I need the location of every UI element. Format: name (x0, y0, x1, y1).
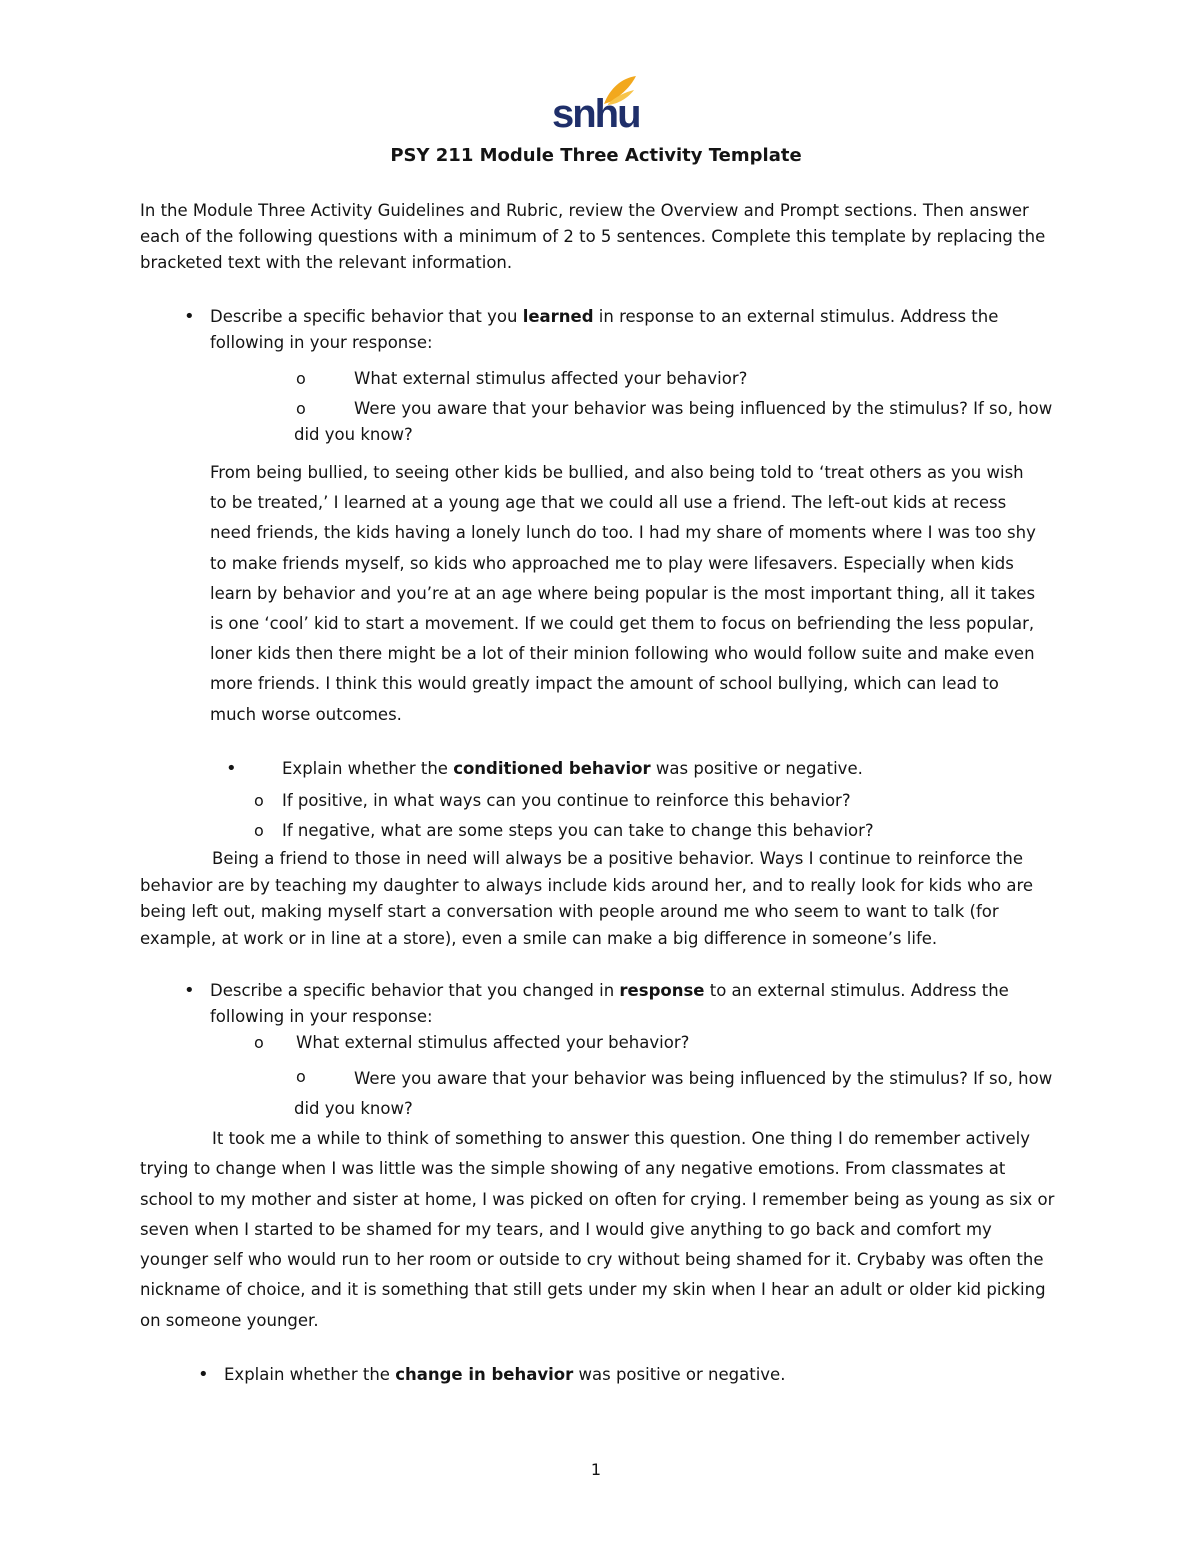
sub-bullet-icon: o (296, 1067, 306, 1086)
logo-text: snhu (552, 92, 640, 136)
sub-bullet-icon: o (296, 399, 306, 418)
question-1 (210, 304, 1040, 356)
question-3-text: Describe a specific behavior that you changed in (210, 981, 620, 1000)
question-4-text: Explain whether the (224, 1365, 396, 1384)
document-title: PSY 211 Module Three Activity Template (390, 145, 802, 166)
snhu-logo (552, 74, 642, 134)
answer-3: It took me a while to think of something to answer this question. One thing I do remember actively trying to change when I was little was the simple showing of any negative emotions. From classmates at school to my mother and sister at home, I was picked on often for crying. I remember being as young as six or seven when I started to be shamed for my tears, and I would give anything to go back and comfort my younger self who would run to her room or outside to cry without being shamed for it. Crybaby was often the nickname of choice, and it is something that still gets under my skin when I hear an adult or older kid picking on someone younger. (140, 1129, 1055, 1330)
answer-1: From being bullied, to seeing other kids be bullied, and also being told to ‘treat others as you wish to be treated,’ I learned at a young age that we could all use a friend. The left-out kids at recess need friends, the kids having a lonely lunch do too. I had my share of moments where I was too shy to make friends myself, so kids who approached me to play were lifesavers. Especially when kids learn by behavior and you’re at an age where being popular is the most important thing, all it takes is one ‘cool’ kid to start a movement. If we could get them to focus on befriending the less popular, loner kids then there might be a lot of their minion following who would follow suite and make even more friends. I think this would greatly impact the amount of school bullying, which can lead to much worse outcomes. (210, 463, 1036, 724)
question-4-text-end: was positive or negative. (573, 1365, 786, 1384)
question-2-text-end: was positive or negative. (650, 759, 863, 778)
question-3-emphasis: response (619, 981, 705, 1000)
question-4 (224, 1362, 1044, 1388)
question-3-text-end: to an external stimulus. Address the following in your response: (210, 981, 1009, 1026)
question-2-emphasis: conditioned behavior (453, 759, 651, 778)
question-3 (210, 978, 1050, 1030)
question-2-sub-2: If negative, what are some steps you can take to change this behavior? (282, 821, 874, 840)
sub-bullet-icon: o (296, 369, 306, 388)
question-1-sub-2: Were you aware that your behavior was being influenced by the stimulus? If so, how did you know? (294, 399, 1053, 444)
question-1-text-end: in response to an external stimulus. Address the following in your response: (210, 307, 999, 352)
question-2 (282, 756, 1042, 782)
question-3-sub-1: What external stimulus affected your behavior? (296, 1033, 690, 1052)
question-3-sub-2: Were you aware that your behavior was being influenced by the stimulus? If so, how did you know? (294, 1069, 1053, 1118)
question-2-sub-1: If positive, in what ways can you continue to reinforce this behavior? (282, 791, 851, 810)
bullet-icon: • (226, 758, 237, 779)
sub-bullet-icon: o (254, 1033, 264, 1052)
question-4-emphasis: change in behavior (395, 1365, 574, 1384)
bullet-icon: • (184, 980, 195, 1001)
question-1-sub-1: What external stimulus affected your behavior? (354, 369, 748, 388)
page-number: 1 (590, 1460, 602, 1479)
bullet-icon: • (198, 1364, 209, 1385)
question-1-text: Describe a specific behavior that you (210, 307, 523, 326)
sub-bullet-icon: o (254, 791, 264, 810)
intro-paragraph: In the Module Three Activity Guidelines and Rubric, review the Overview and Prompt sections. Then answer each of the following questions with a minimum of 2 to 5 sentences. Complete this template by replacing the bracketed text with the relevant information. (140, 201, 1046, 272)
answer-2: Being a friend to those in need will always be a positive behavior. Ways I continue to reinforce the behavior are by teaching my daughter to always include kids around her, and to really look for kids who are being left out, making myself start a conversation with people around me who seem to want to talk (for example, at work or in line at a store), even a smile can make a big difference in someone’s life. (140, 849, 1034, 948)
sub-bullet-icon: o (254, 821, 264, 840)
bullet-icon: • (184, 306, 195, 327)
question-2-text: Explain whether the (282, 759, 454, 778)
question-1-emphasis: learned (522, 307, 594, 326)
